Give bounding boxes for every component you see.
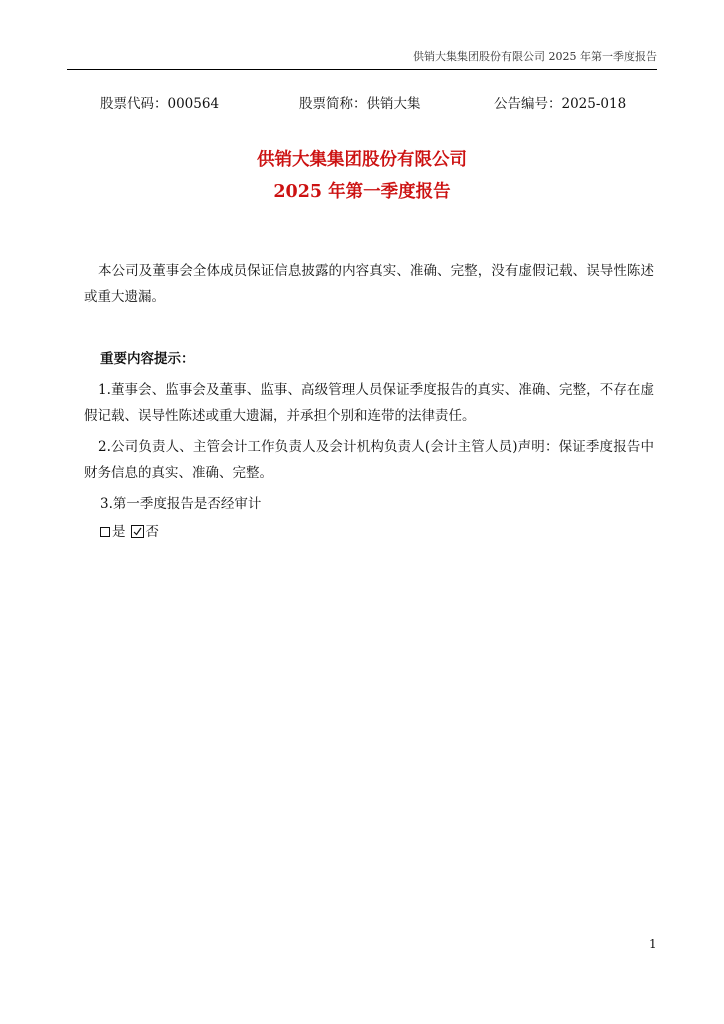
audit-no-label: 否	[145, 524, 159, 540]
announcement-number: 公告编号：2025-018	[494, 96, 627, 112]
document-title-report: 2025 年第一季度报告	[273, 182, 451, 202]
running-header	[67, 47, 657, 70]
checked-box-icon	[131, 525, 144, 538]
notice-item-1: 1.董事会、监事会及董事、监事、高级管理人员保证季度报告的真实、准确、完整，不存在虚假记载、误导性陈述或重大遗漏，并承担个别和连带的法律责任。	[84, 382, 654, 424]
stock-code: 股票代码：000564	[100, 96, 220, 112]
notice-heading: 重要内容提示：	[100, 351, 195, 367]
unchecked-box-icon	[100, 527, 110, 537]
running-header-title: 供销大集集团股份有限公司 2025 年第一季度报告	[413, 50, 657, 63]
audit-options	[100, 520, 159, 544]
disclosure-statement: 本公司及董事会全体成员保证信息披露的内容真实、准确、完整，没有虚假记载、误导性陈述或重大遗漏。	[84, 263, 654, 305]
notice-item-3: 3.第一季度报告是否经审计	[100, 496, 262, 512]
notice-item-2: 2.公司负责人、主管会计工作负责人及会计机构负责人(会计主管人员)声明：保证季度报告中财务信息的真实、准确、完整。	[84, 439, 654, 481]
document-title-company: 供销大集集团股份有限公司	[257, 150, 467, 170]
audit-yes-label: 是	[112, 524, 126, 540]
stock-abbreviation: 股票简称：供销大集	[299, 96, 421, 112]
page-number: 1	[649, 937, 657, 951]
stock-meta-row	[0, 92, 724, 112]
